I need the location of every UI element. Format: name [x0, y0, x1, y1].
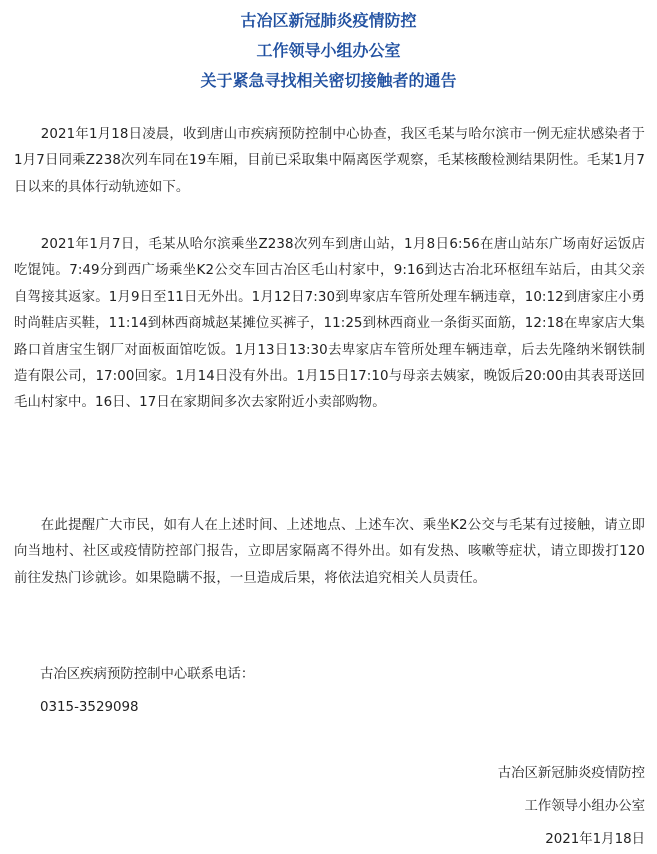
paragraph-1: 2021年1月18日凌晨，收到唐山市疾病预防控制中心协查，我区毛某与哈尔滨市一例无症状感染者于1月7日同乘Z238次列车同在19车厢，目前已采取集中隔离医学观察，毛某核酸检测结果阴性。毛某1月7日以来的具体行动轨迹如下。	[14, 127, 645, 195]
contact-phone: 0315-3529098	[40, 700, 139, 715]
signature-org-1: 古冶区新冠肺炎疫情防控	[497, 766, 645, 781]
contact-label: 古冶区疾病预防控制中心联系电话：	[40, 667, 255, 682]
paragraph-1-container	[14, 122, 645, 201]
title-line-3: 关于紧急寻找相关密切接触者的通告	[200, 71, 457, 90]
paragraph-2: 2021年1月7日，毛某从哈尔滨乘坐Z238次列车到唐山站，1月8日6:56在唐山站东广场南好运饭店吃馄饨。7:49分到西广场乘坐K2公交车回古冶区毛山村家中，9:16到达古冶北环枢纽车站后，由其父亲自驾接其返家。1月9日至11日无外出。1月12日7:30到卑家店车管所处理车辆违章，10:12到唐家庄小勇时尚鞋店买鞋，11:14到林西商城赵某摊位买裤子，11:25到林西商业一条街买面筋，12:18在卑家店大集路口首唐宝生钢厂对面板面馆吃饭。1月13日13:30去卑家店车管所处理车辆违章，后去先隆纳米钢铁制造有限公司，17:00回家。1月14日没有外出。1月15日17:10与母亲去姨家，晚饭后20:00由其表哥送回毛山村家中。16日、17日在家期间多次去家附近小卖部购物。	[14, 237, 645, 411]
signature-date: 2021年1月18日	[545, 832, 645, 847]
paragraph-3-container	[14, 513, 645, 592]
notice-title	[0, 6, 657, 96]
paragraph-3: 在此提醒广大市民，如有人在上述时间、上述地点、上述车次、乘坐K2公交与毛某有过接触，请立即向当地村、社区或疫情防控部门报告，立即居家隔离不得外出。如有发热、咳嗽等症状，请立即拨打120前往发热门诊就诊。如果隐瞒不报，一旦造成后果，将依法追究相关人员责任。	[14, 518, 645, 586]
title-line-1: 古冶区新冠肺炎疫情防控	[240, 11, 417, 30]
title-line-2: 工作领导小组办公室	[256, 41, 401, 60]
signature-org-2: 工作领导小组办公室	[524, 799, 645, 814]
paragraph-2-container	[14, 232, 645, 417]
